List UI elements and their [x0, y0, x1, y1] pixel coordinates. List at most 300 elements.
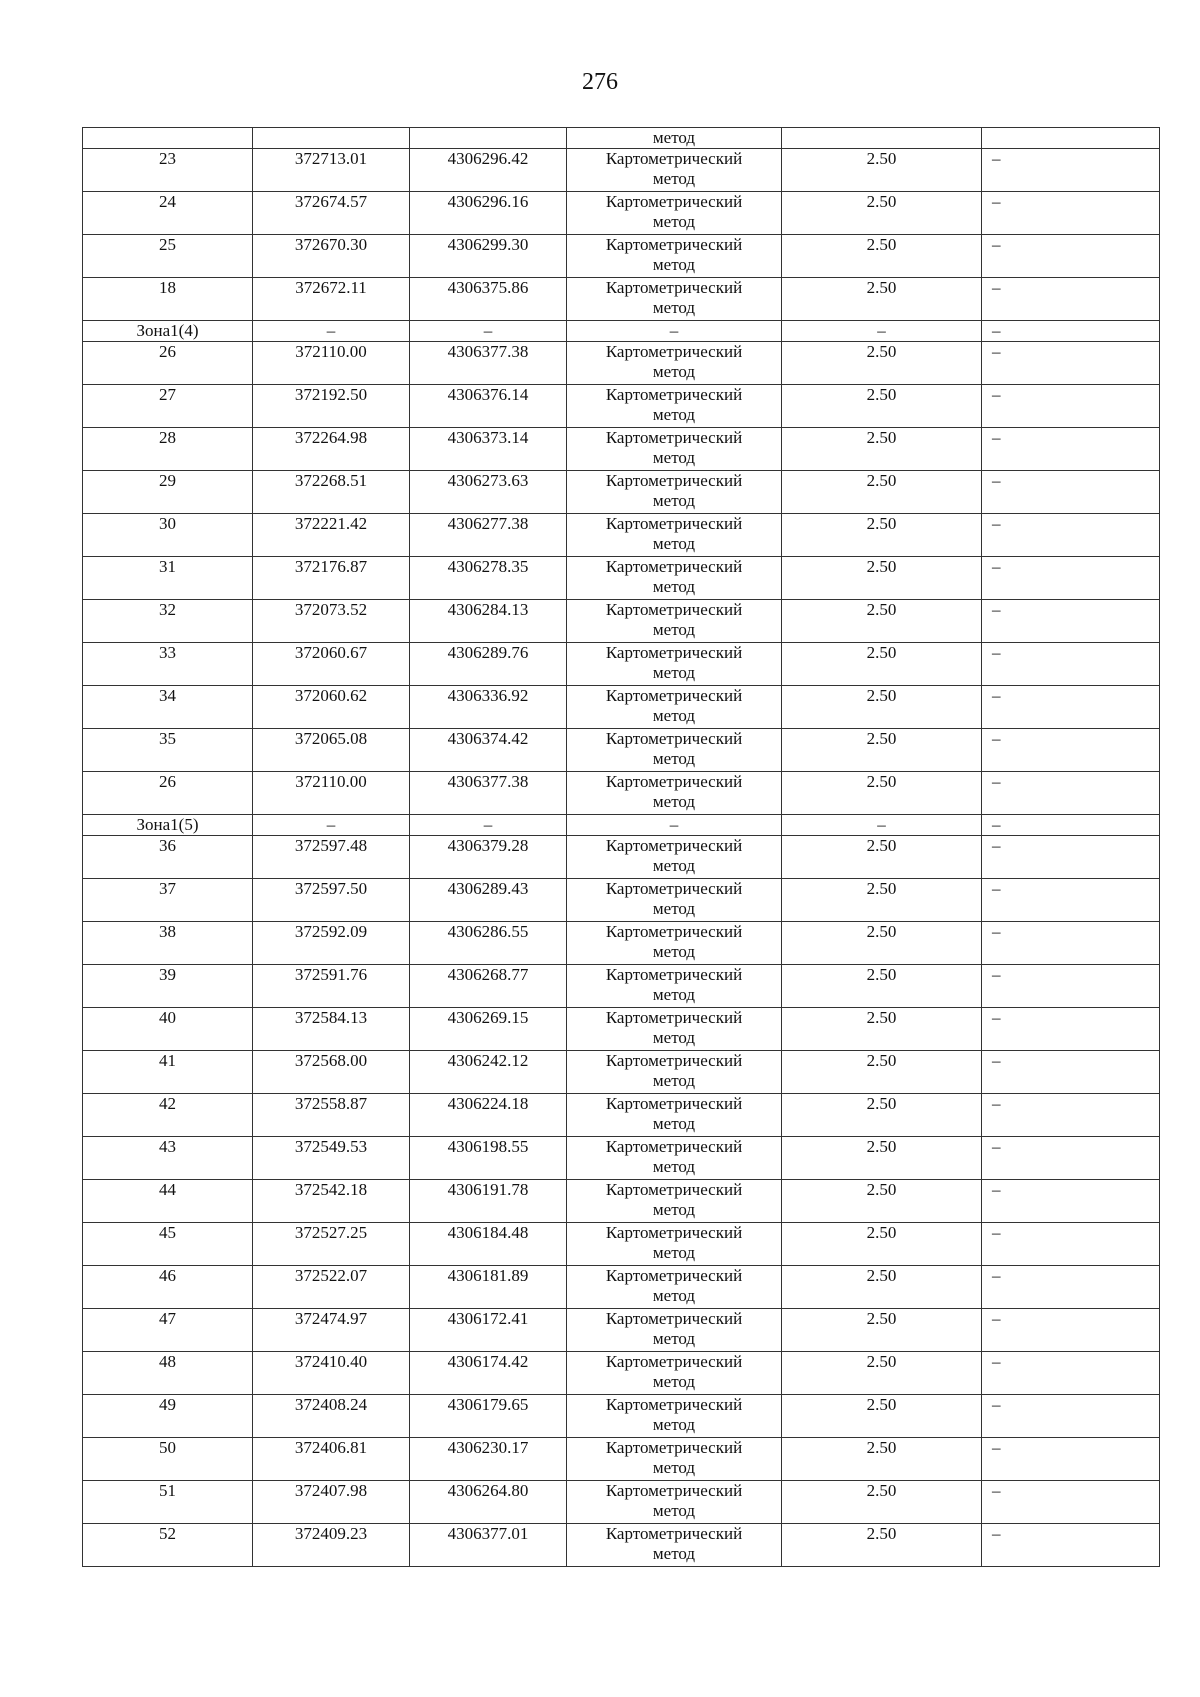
dash-cell: –	[410, 321, 567, 342]
note: –	[982, 471, 1160, 514]
coord-x: 372597.50	[253, 879, 410, 922]
method-line-1: Картометрический	[605, 922, 743, 941]
method-line-1: Картометрический	[605, 1180, 743, 1199]
method-line-2: метод	[652, 856, 696, 875]
coord-y: 4306377.38	[410, 342, 567, 385]
method-cell	[567, 149, 782, 192]
accuracy: 2.50	[782, 428, 982, 471]
table-row	[83, 772, 1160, 815]
coord-x: 372591.76	[253, 965, 410, 1008]
accuracy: 2.50	[782, 557, 982, 600]
coord-y: 4306230.17	[410, 1438, 567, 1481]
coord-x: 372410.40	[253, 1352, 410, 1395]
accuracy: 2.50	[782, 1180, 982, 1223]
coord-x: 372674.57	[253, 192, 410, 235]
point-number: 31	[83, 557, 253, 600]
accuracy: 2.50	[782, 1395, 982, 1438]
accuracy: 2.50	[782, 1352, 982, 1395]
method-line-1: Картометрический	[605, 1352, 743, 1371]
coord-x: 372409.23	[253, 1524, 410, 1567]
method-line-2: метод	[652, 1458, 696, 1477]
point-number: 52	[83, 1524, 253, 1567]
table-row	[83, 428, 1160, 471]
method-cell	[567, 729, 782, 772]
method-line-1: Картометрический	[605, 514, 743, 533]
method-line-2: метод	[652, 1501, 696, 1520]
coord-x: 372060.62	[253, 686, 410, 729]
method-line-2: метод	[652, 792, 696, 811]
coord-y: 4306376.14	[410, 385, 567, 428]
coord-y: 4306181.89	[410, 1266, 567, 1309]
accuracy: 2.50	[782, 1438, 982, 1481]
table-row	[83, 471, 1160, 514]
method-line-1: Картометрический	[605, 385, 743, 404]
method-line-1: Картометрический	[605, 342, 743, 361]
method-line-2: метод	[652, 663, 696, 682]
point-number: 49	[83, 1395, 253, 1438]
table-row	[83, 1395, 1160, 1438]
coord-y: 4306374.42	[410, 729, 567, 772]
coord-y: 4306299.30	[410, 235, 567, 278]
note: –	[982, 342, 1160, 385]
point-number: 33	[83, 643, 253, 686]
method-line-2: метод	[652, 1114, 696, 1133]
method-cell	[567, 1051, 782, 1094]
method-line-1: Картометрический	[605, 1524, 743, 1543]
coord-y: 4306286.55	[410, 922, 567, 965]
method-cell	[567, 1137, 782, 1180]
table-row	[83, 1223, 1160, 1266]
coord-x: 372527.25	[253, 1223, 410, 1266]
table-row	[83, 1180, 1160, 1223]
method-line-1: Картометрический	[605, 235, 743, 254]
accuracy: 2.50	[782, 965, 982, 1008]
dash-cell: –	[782, 321, 982, 342]
method-line-2: метод	[652, 534, 696, 553]
method-cell	[567, 514, 782, 557]
method-line-2: метод	[652, 1071, 696, 1090]
coord-x: 372065.08	[253, 729, 410, 772]
coord-x: 372221.42	[253, 514, 410, 557]
method-line-2: метод	[652, 749, 696, 768]
coord-y: 4306264.80	[410, 1481, 567, 1524]
coord-y: 4306377.38	[410, 772, 567, 815]
point-number: 50	[83, 1438, 253, 1481]
accuracy: 2.50	[782, 192, 982, 235]
note: –	[982, 557, 1160, 600]
method-cell	[567, 965, 782, 1008]
coord-y: 4306377.01	[410, 1524, 567, 1567]
point-number: 44	[83, 1180, 253, 1223]
accuracy: 2.50	[782, 1481, 982, 1524]
point-number: 48	[83, 1352, 253, 1395]
method-cell	[567, 1352, 782, 1395]
accuracy: 2.50	[782, 1266, 982, 1309]
accuracy: 2.50	[782, 879, 982, 922]
accuracy: 2.50	[782, 342, 982, 385]
coord-y: 4306296.42	[410, 149, 567, 192]
coord-y: 4306174.42	[410, 1352, 567, 1395]
note: –	[982, 1266, 1160, 1309]
coord-x: 372474.97	[253, 1309, 410, 1352]
point-number: 40	[83, 1008, 253, 1051]
point-number: 41	[83, 1051, 253, 1094]
method-cell	[567, 1309, 782, 1352]
point-number: 23	[83, 149, 253, 192]
method-cell	[567, 1223, 782, 1266]
coord-y: 4306224.18	[410, 1094, 567, 1137]
method-line-1: Картометрический	[605, 471, 743, 490]
method-cell	[567, 836, 782, 879]
coord-x: 372406.81	[253, 1438, 410, 1481]
table-row	[83, 385, 1160, 428]
accuracy: 2.50	[782, 514, 982, 557]
accuracy: 2.50	[782, 600, 982, 643]
note: –	[982, 1180, 1160, 1223]
coord-x: 372408.24	[253, 1395, 410, 1438]
note: –	[982, 1438, 1160, 1481]
method-line-1: Картометрический	[605, 1008, 743, 1027]
dash-cell: –	[410, 815, 567, 836]
method-line-1: Картометрический	[605, 772, 743, 791]
note: –	[982, 965, 1160, 1008]
coord-x: 372670.30	[253, 235, 410, 278]
method-cell	[567, 686, 782, 729]
coord-x: 372268.51	[253, 471, 410, 514]
coord-y: 4306296.16	[410, 192, 567, 235]
method-cell	[567, 643, 782, 686]
coord-y: 4306284.13	[410, 600, 567, 643]
coord-y: 4306373.14	[410, 428, 567, 471]
method-cell	[567, 235, 782, 278]
method-line-1: Картометрический	[605, 643, 743, 662]
method-line-2: метод	[652, 985, 696, 1004]
table-row	[83, 514, 1160, 557]
table-body	[83, 128, 1160, 1567]
note: –	[982, 514, 1160, 557]
method-cell	[567, 385, 782, 428]
table-row	[83, 836, 1160, 879]
method-line-2: метод	[652, 169, 696, 188]
note: –	[982, 192, 1160, 235]
method-cell	[567, 192, 782, 235]
dash-cell: –	[567, 321, 782, 342]
note: –	[982, 600, 1160, 643]
note: –	[982, 1309, 1160, 1352]
coord-y: 4306336.92	[410, 686, 567, 729]
point-number: 28	[83, 428, 253, 471]
coord-x: 372264.98	[253, 428, 410, 471]
table-row	[83, 149, 1160, 192]
method-line-2: метод	[652, 577, 696, 596]
note: –	[982, 149, 1160, 192]
accuracy: 2.50	[782, 149, 982, 192]
point-number: 37	[83, 879, 253, 922]
method-line-2: метод	[652, 405, 696, 424]
zone-row	[83, 321, 1160, 342]
note: –	[982, 1008, 1160, 1051]
accuracy: 2.50	[782, 235, 982, 278]
coord-x: 372592.09	[253, 922, 410, 965]
note: –	[982, 1137, 1160, 1180]
point-number: 38	[83, 922, 253, 965]
method-cell	[567, 1094, 782, 1137]
method-line-1: Картометрический	[605, 192, 743, 211]
coord-y: 4306375.86	[410, 278, 567, 321]
table-cell	[253, 128, 410, 149]
zone-label: Зона1(4)	[83, 321, 253, 342]
method-cell	[567, 1266, 782, 1309]
table-cell	[782, 128, 982, 149]
method-line-2: метод	[652, 1157, 696, 1176]
method-line-1: Картометрический	[605, 278, 743, 297]
note: –	[982, 1223, 1160, 1266]
note: –	[982, 729, 1160, 772]
point-number: 25	[83, 235, 253, 278]
coord-y: 4306289.43	[410, 879, 567, 922]
accuracy: 2.50	[782, 729, 982, 772]
accuracy: 2.50	[782, 1524, 982, 1567]
table-row	[83, 686, 1160, 729]
point-number: 46	[83, 1266, 253, 1309]
method-cell	[567, 1395, 782, 1438]
method-line-1: Картометрический	[605, 149, 743, 168]
coord-y: 4306379.28	[410, 836, 567, 879]
method-line-1: Картометрический	[605, 1481, 743, 1500]
dash-cell: –	[982, 815, 1160, 836]
method-cell: метод	[567, 128, 782, 149]
point-number: 39	[83, 965, 253, 1008]
coord-x: 372110.00	[253, 342, 410, 385]
point-number: 27	[83, 385, 253, 428]
table-row	[83, 557, 1160, 600]
accuracy: 2.50	[782, 836, 982, 879]
point-number: 30	[83, 514, 253, 557]
note: –	[982, 836, 1160, 879]
method-line-2: метод	[652, 448, 696, 467]
table-row	[83, 600, 1160, 643]
method-cell	[567, 600, 782, 643]
coord-y: 4306277.38	[410, 514, 567, 557]
table-row	[83, 1438, 1160, 1481]
coord-y: 4306198.55	[410, 1137, 567, 1180]
coord-y: 4306191.78	[410, 1180, 567, 1223]
coord-x: 372110.00	[253, 772, 410, 815]
method-line-2: метод	[652, 1415, 696, 1434]
table-cell	[83, 128, 253, 149]
coord-y: 4306184.48	[410, 1223, 567, 1266]
coordinates-table	[82, 127, 1160, 1567]
coord-y: 4306268.77	[410, 965, 567, 1008]
method-cell	[567, 342, 782, 385]
coord-x: 372407.98	[253, 1481, 410, 1524]
method-cell	[567, 1481, 782, 1524]
coord-y: 4306242.12	[410, 1051, 567, 1094]
point-number: 26	[83, 342, 253, 385]
coord-y: 4306172.41	[410, 1309, 567, 1352]
note: –	[982, 922, 1160, 965]
coord-x: 372073.52	[253, 600, 410, 643]
table-row	[83, 235, 1160, 278]
method-line-1: Картометрический	[605, 428, 743, 447]
point-number: 43	[83, 1137, 253, 1180]
accuracy: 2.50	[782, 772, 982, 815]
method-line-1: Картометрический	[605, 1309, 743, 1328]
accuracy: 2.50	[782, 1094, 982, 1137]
dash-cell: –	[982, 321, 1160, 342]
point-number: 29	[83, 471, 253, 514]
table-row	[83, 342, 1160, 385]
table-row	[83, 643, 1160, 686]
note: –	[982, 879, 1160, 922]
table-row	[83, 1309, 1160, 1352]
method-line-1: Картометрический	[605, 1051, 743, 1070]
note: –	[982, 1524, 1160, 1567]
coord-y: 4306179.65	[410, 1395, 567, 1438]
method-cell	[567, 879, 782, 922]
method-line-1: Картометрический	[605, 1137, 743, 1156]
continuation-row	[83, 128, 1160, 149]
method-cell	[567, 922, 782, 965]
note: –	[982, 686, 1160, 729]
method-line-2: метод	[652, 1200, 696, 1219]
coord-y: 4306289.76	[410, 643, 567, 686]
method-line-2: метод	[652, 706, 696, 725]
note: –	[982, 385, 1160, 428]
coord-x: 372549.53	[253, 1137, 410, 1180]
method-line-2: метод	[652, 620, 696, 639]
accuracy: 2.50	[782, 643, 982, 686]
coord-x: 372060.67	[253, 643, 410, 686]
point-number: 35	[83, 729, 253, 772]
method-line-1: Картометрический	[605, 879, 743, 898]
point-number: 45	[83, 1223, 253, 1266]
table-row	[83, 1266, 1160, 1309]
table-row	[83, 1137, 1160, 1180]
point-number: 32	[83, 600, 253, 643]
note: –	[982, 1051, 1160, 1094]
table-row	[83, 1094, 1160, 1137]
coord-x: 372176.87	[253, 557, 410, 600]
coord-x: 372192.50	[253, 385, 410, 428]
accuracy: 2.50	[782, 1309, 982, 1352]
method-line-2: метод	[652, 1544, 696, 1563]
point-number: 18	[83, 278, 253, 321]
method-line-2: метод	[652, 491, 696, 510]
method-cell	[567, 1008, 782, 1051]
point-number: 51	[83, 1481, 253, 1524]
method-line-1: Картометрический	[605, 686, 743, 705]
method-cell	[567, 278, 782, 321]
method-cell	[567, 1180, 782, 1223]
note: –	[982, 235, 1160, 278]
accuracy: 2.50	[782, 686, 982, 729]
point-number: 24	[83, 192, 253, 235]
note: –	[982, 1094, 1160, 1137]
method-line-2: метод	[652, 1028, 696, 1047]
table-row	[83, 965, 1160, 1008]
method-line-1: Картометрический	[605, 729, 743, 748]
method-line-2: метод	[652, 899, 696, 918]
method-line-2: метод	[652, 298, 696, 317]
method-line-1: Картометрический	[605, 1266, 743, 1285]
accuracy: 2.50	[782, 1137, 982, 1180]
method-line-2: метод	[652, 362, 696, 381]
table-row	[83, 1524, 1160, 1567]
table-cell	[410, 128, 567, 149]
accuracy: 2.50	[782, 1223, 982, 1266]
method-cell	[567, 772, 782, 815]
table-row	[83, 729, 1160, 772]
method-line-2: метод	[652, 255, 696, 274]
page-number: 276	[582, 69, 618, 95]
dash-cell: –	[253, 321, 410, 342]
note: –	[982, 1481, 1160, 1524]
point-number: 34	[83, 686, 253, 729]
point-number: 42	[83, 1094, 253, 1137]
method-line-2: метод	[652, 1329, 696, 1348]
coord-x: 372597.48	[253, 836, 410, 879]
table-row	[83, 1008, 1160, 1051]
dash-cell: –	[253, 815, 410, 836]
method-line-1: Картометрический	[605, 1438, 743, 1457]
table-row	[83, 278, 1160, 321]
coord-x: 372542.18	[253, 1180, 410, 1223]
table-row	[83, 1352, 1160, 1395]
coord-x: 372568.00	[253, 1051, 410, 1094]
zone-row	[83, 815, 1160, 836]
method-line-2: метод	[652, 1372, 696, 1391]
method-cell	[567, 557, 782, 600]
method-cell	[567, 1438, 782, 1481]
point-number: 26	[83, 772, 253, 815]
method-line-1: Картометрический	[605, 1395, 743, 1414]
accuracy: 2.50	[782, 471, 982, 514]
accuracy: 2.50	[782, 922, 982, 965]
coord-x: 372672.11	[253, 278, 410, 321]
note: –	[982, 1352, 1160, 1395]
coord-x: 372522.07	[253, 1266, 410, 1309]
table-row	[83, 192, 1160, 235]
zone-label: Зона1(5)	[83, 815, 253, 836]
method-line-1: Картометрический	[605, 1223, 743, 1242]
accuracy: 2.50	[782, 385, 982, 428]
dash-cell: –	[782, 815, 982, 836]
method-line-2: метод	[652, 212, 696, 231]
method-line-2: метод	[652, 1286, 696, 1305]
table-row	[83, 922, 1160, 965]
table-row	[83, 1481, 1160, 1524]
accuracy: 2.50	[782, 278, 982, 321]
method-cell	[567, 1524, 782, 1567]
method-line-2: метод	[652, 1243, 696, 1262]
coord-y: 4306278.35	[410, 557, 567, 600]
accuracy: 2.50	[782, 1008, 982, 1051]
method-line-1: Картометрический	[605, 557, 743, 576]
method-cell	[567, 428, 782, 471]
table-row	[83, 1051, 1160, 1094]
table-cell	[982, 128, 1160, 149]
coord-x: 372713.01	[253, 149, 410, 192]
method-cell	[567, 471, 782, 514]
coord-x: 372584.13	[253, 1008, 410, 1051]
accuracy: 2.50	[782, 1051, 982, 1094]
note: –	[982, 428, 1160, 471]
dash-cell: –	[567, 815, 782, 836]
note: –	[982, 278, 1160, 321]
note: –	[982, 643, 1160, 686]
coord-y: 4306273.63	[410, 471, 567, 514]
